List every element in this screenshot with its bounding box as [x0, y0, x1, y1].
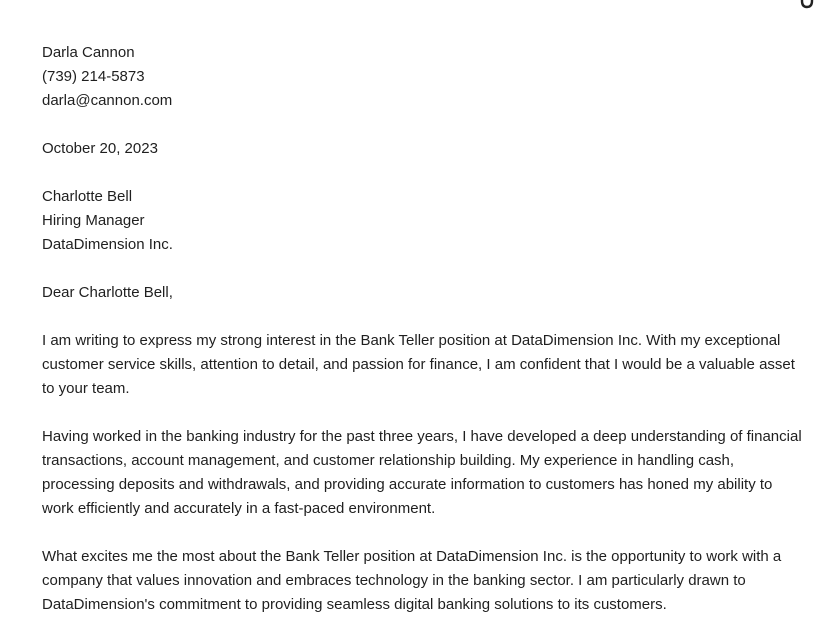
recipient-name: Charlotte Bell	[42, 188, 133, 205]
body-paragraph-2: Having worked in the banking industry for the past three years, I have developed a deep understanding of financial transactions, account management, and customer relationship building. My experience in handling cash, processing deposits and withdrawals, and providing accurate information to customers has honed my ability to work efficiently and accurately in a fast-paced environment.	[42, 428, 802, 517]
salutation-block	[42, 281, 802, 305]
sender-name: Darla Cannon	[42, 44, 135, 61]
corner-glyph-icon	[800, 0, 814, 9]
body-paragraph-3: What excites me the most about the Bank Teller position at DataDimension Inc. is the opportunity to work with a company that values innovation and embraces technology in the banking sector. I am particularly drawn to DataDimension's commitment to providing seamless digital banking solutions to its customers.	[42, 548, 782, 613]
sender-email: darla@cannon.com	[42, 92, 173, 109]
date-block	[42, 137, 802, 161]
letter-date: October 20, 2023	[42, 140, 158, 157]
cover-letter	[42, 41, 802, 620]
sender-phone: (739) 214-5873	[42, 68, 145, 85]
recipient-company: DataDimension Inc.	[42, 236, 173, 253]
salutation: Dear Charlotte Bell,	[42, 284, 173, 301]
recipient-title: Hiring Manager	[42, 212, 145, 229]
sender-block	[42, 41, 802, 113]
recipient-block	[42, 185, 802, 257]
body-paragraph-1: I am writing to express my strong interest in the Bank Teller position at DataDimension Inc. With my exceptional customer service skills, attention to detail, and passion for finance, I am confident that I would be a valuable asset to your team.	[42, 332, 795, 397]
